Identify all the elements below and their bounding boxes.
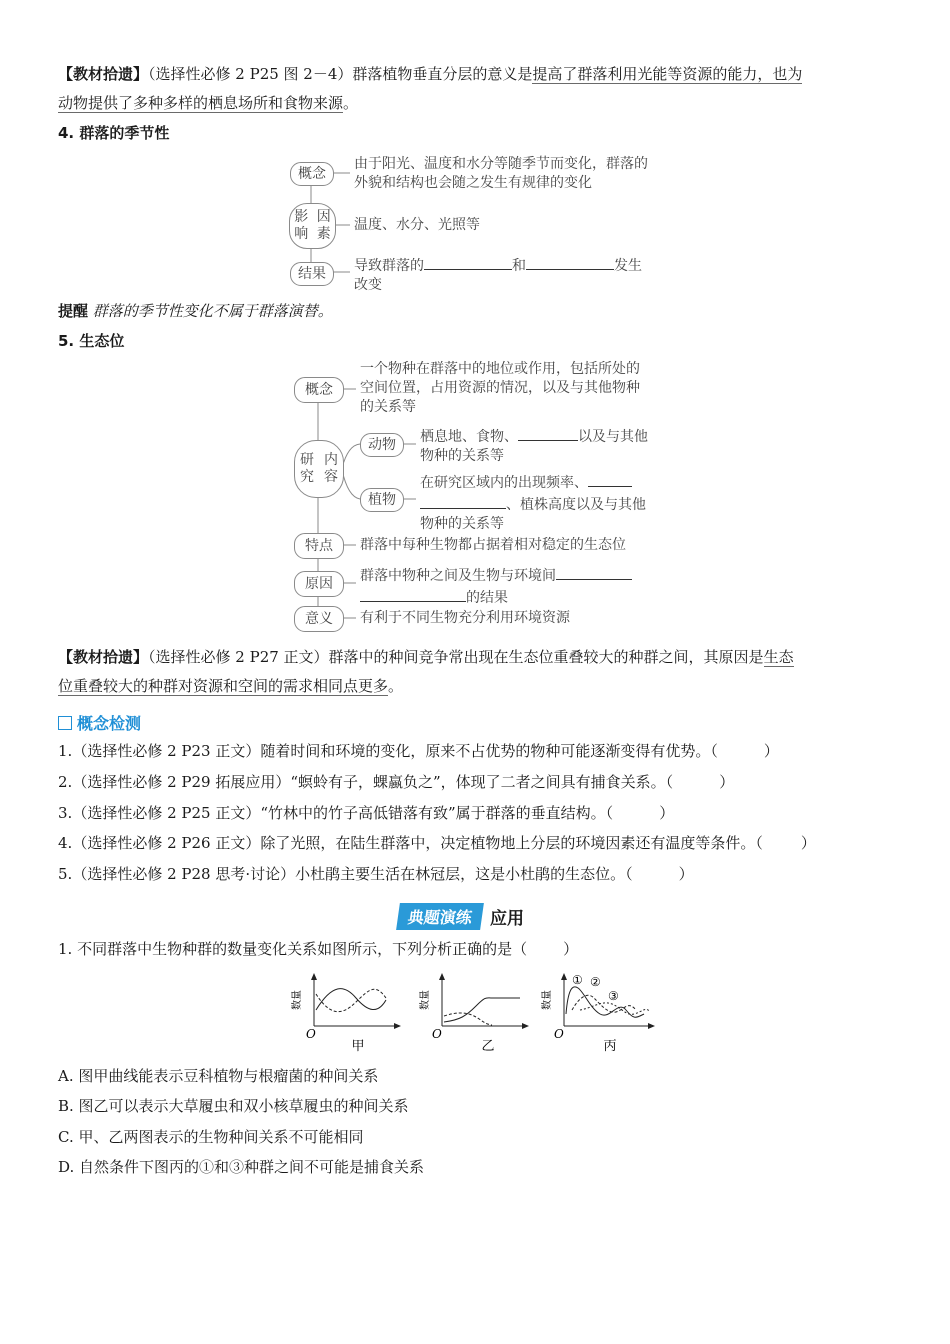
supplement-underlined-text: 动物提供了多种多样的栖息场所和食物来源 [58,94,344,112]
graph-caption: 乙 [481,1039,495,1054]
item-text: 小杜鹃主要生活在林冠层，这是小杜鹃的生态位。（ [295,865,633,883]
animal-line: 物种的关系等 [420,448,504,464]
y-label: 数量 [420,990,431,1010]
result-line: 发生 [614,258,642,274]
y-axis-arrow-icon [439,973,445,980]
niche-plant-box: 植物 [360,488,404,512]
option-c[interactable]: C. 甲、乙两图表示的生物种间关系不可能相同 [58,1128,364,1146]
concept-line: 外貌和结构也会随之发生有规律的变化 [354,175,592,191]
item-text: 除了光照，在陆生群落中，决定植物地上分层的环境因素还有温度等条件。（ [260,834,763,852]
check-item [58,863,694,885]
result-line: 改变 [354,277,382,293]
seasonality-factors-text: 温度、水分、光照等 [354,217,480,233]
supplement-tag: 【教材拾遗】 [58,65,149,83]
population-graphs [280,970,680,1060]
item-number: 5. [58,865,73,883]
item-text: 随着时间和环境的变化，原来不占优势的物种可能逐渐变得有优势。（ [260,742,718,760]
y-label: 数量 [292,990,303,1010]
niche-feature-box: 特点 [294,533,344,559]
banner-apply-label: 应用 [490,908,525,929]
niche-cause-box: 原因 [294,571,344,597]
result-line: 导致群落的 [354,258,424,274]
item-close: ） [763,742,779,760]
supplement-source: （选择性必修 2 P25 图 2－4） [148,65,353,83]
seasonality-result-box: 结果 [290,262,334,286]
plant-line: 在研究区域内的出现频率、 [420,475,588,491]
practice-banner [398,903,524,929]
item-close: ） [800,834,816,852]
item-source: （选择性必修 2 P29 拓展应用） [72,773,291,791]
niche-feature-text: 群落中每种生物都占据着相对稳定的生态位 [360,537,626,553]
curve-solid [444,998,520,1022]
answer-blank[interactable] [420,493,506,509]
niche-concept-text [360,360,640,417]
answer-blank[interactable] [556,564,632,580]
factors-label: 因素 [316,209,331,242]
item-source: （选择性必修 2 P26 正文） [72,834,261,852]
item-close: ） [659,804,675,822]
niche-meaning-text: 有利于不同生物充分利用环境资源 [360,610,570,626]
x-axis-arrow-icon [648,1023,655,1029]
curve-dashed [444,1013,492,1025]
curve-label: ③ [608,989,619,1003]
supplement-tag: 【教材拾遗】 [58,648,149,666]
check-item [58,802,674,824]
question-stem [58,938,578,960]
plant-line: 、植株高度以及与其他 [506,497,646,513]
supplement-end: 。 [343,94,359,112]
niche-concept-box: 概念 [294,377,344,403]
animal-line: 栖息地、食物、 [420,429,518,445]
niche-animal-text [420,425,648,466]
seasonality-concept-box: 概念 [290,162,334,186]
item-text: “竹林中的竹子高低错落有致”属于群落的垂直结构。（ [260,804,614,822]
option-a[interactable]: A. 图甲曲线能表示豆科植物与根瘤菌的种间关系 [58,1067,379,1085]
item-text: “螟蛉有子，蜾蠃负之”，体现了二者之间具有捕食关系。（ [290,773,674,791]
curve-1 [566,987,644,1017]
origin-label: O [432,1027,442,1041]
textbook-supplement-2 [58,643,890,701]
reminder-text: 群落的季节性变化不属于群落演替。 [92,302,333,320]
supplement-source: （选择性必修 2 P27 正文） [148,648,329,666]
reminder-label: 提醒 [58,302,89,320]
supplement-end: 。 [388,677,404,695]
section-heading-niche: 5. 生态位 [58,332,125,350]
item-source: （选择性必修 2 P23 正文） [72,742,261,760]
niche-animal-box: 动物 [360,433,404,457]
niche-cause-text [360,564,632,608]
niche-plant-text [420,471,646,534]
section-heading-seasonality: 4. 群落的季节性 [58,124,170,142]
item-close: ） [678,865,694,883]
check-item [58,771,734,793]
checkbox-square-icon [58,716,72,730]
answer-blank[interactable] [588,471,632,487]
item-close: ） [719,773,735,791]
niche-research-box [294,440,344,498]
research-label: 研究 [300,452,314,485]
curve-label: ① [572,973,583,987]
graph-jia [290,973,401,1054]
factors-label: 影响 [294,209,309,242]
y-label: 数量 [542,990,553,1010]
item-number: 2. [58,773,73,791]
x-axis-arrow-icon [394,1023,401,1029]
origin-label: O [554,1027,564,1041]
supplement-underlined-text: 位重叠较大的种群对资源和空间的需求相同点更多 [58,677,389,695]
result-line: 和 [512,258,526,274]
concept-line: 由于阳光、温度和水分等随季节而变化，群落的 [354,156,648,172]
supplement-underlined-text: 提高了群落利用光能等资源的能力，也为 [532,65,803,83]
niche-meaning-box: 意义 [294,606,344,632]
item-number: 1. [58,742,73,760]
answer-blank[interactable] [518,425,578,441]
item-source: （选择性必修 2 P25 正文） [72,804,261,822]
y-axis-arrow-icon [561,973,567,980]
cause-line: 的结果 [466,590,508,606]
supplement-underlined-text: 生态 [763,648,794,666]
curve-label: ② [590,975,601,989]
animal-line: 以及与其他 [578,429,648,445]
question-text: 1. 不同群落中生物种群的数量变化关系如图所示，下列分析正确的是（ [58,940,528,958]
y-axis-arrow-icon [311,973,317,980]
item-source: （选择性必修 2 P28 思考·讨论） [72,865,296,883]
concept-check-label: 概念检测 [77,714,142,733]
option-b[interactable]: B. 图乙可以表示大草履虫和双小核草履虫的种间关系 [58,1097,409,1115]
plant-line: 物种的关系等 [420,516,504,532]
banner-practice-label: 典题演练 [396,903,484,930]
check-item [58,740,779,762]
graph-caption: 甲 [351,1039,365,1054]
concept-check-title [58,711,141,734]
origin-label: O [306,1027,316,1041]
research-label: 内容 [324,452,338,485]
supplement-lead: 群落中的种间竞争常出现在生态位重叠较大的种群之间，其原因是 [328,648,764,666]
item-number: 4. [58,834,73,852]
x-axis-arrow-icon [522,1023,529,1029]
check-item [58,832,816,854]
graph-yi [418,973,529,1054]
answer-blank[interactable] [360,586,466,602]
question-close: ） [563,940,579,958]
supplement-lead: 群落植物垂直分层的意义是 [352,65,533,83]
graph-bing [540,973,655,1054]
concept-line: 空间位置，占用资源的情况，以及与其他物种 [360,380,640,396]
graph-caption: 丙 [603,1039,617,1054]
item-number: 3. [58,804,73,822]
concept-line: 一个物种在群落中的地位或作用，包括所处的 [360,361,640,377]
concept-line: 的关系等 [360,399,416,415]
cause-line: 群落中物种之间及生物与环境间 [360,568,556,584]
option-d[interactable]: D. 自然条件下图丙的①和③种群之间不可能是捕食关系 [58,1158,425,1176]
